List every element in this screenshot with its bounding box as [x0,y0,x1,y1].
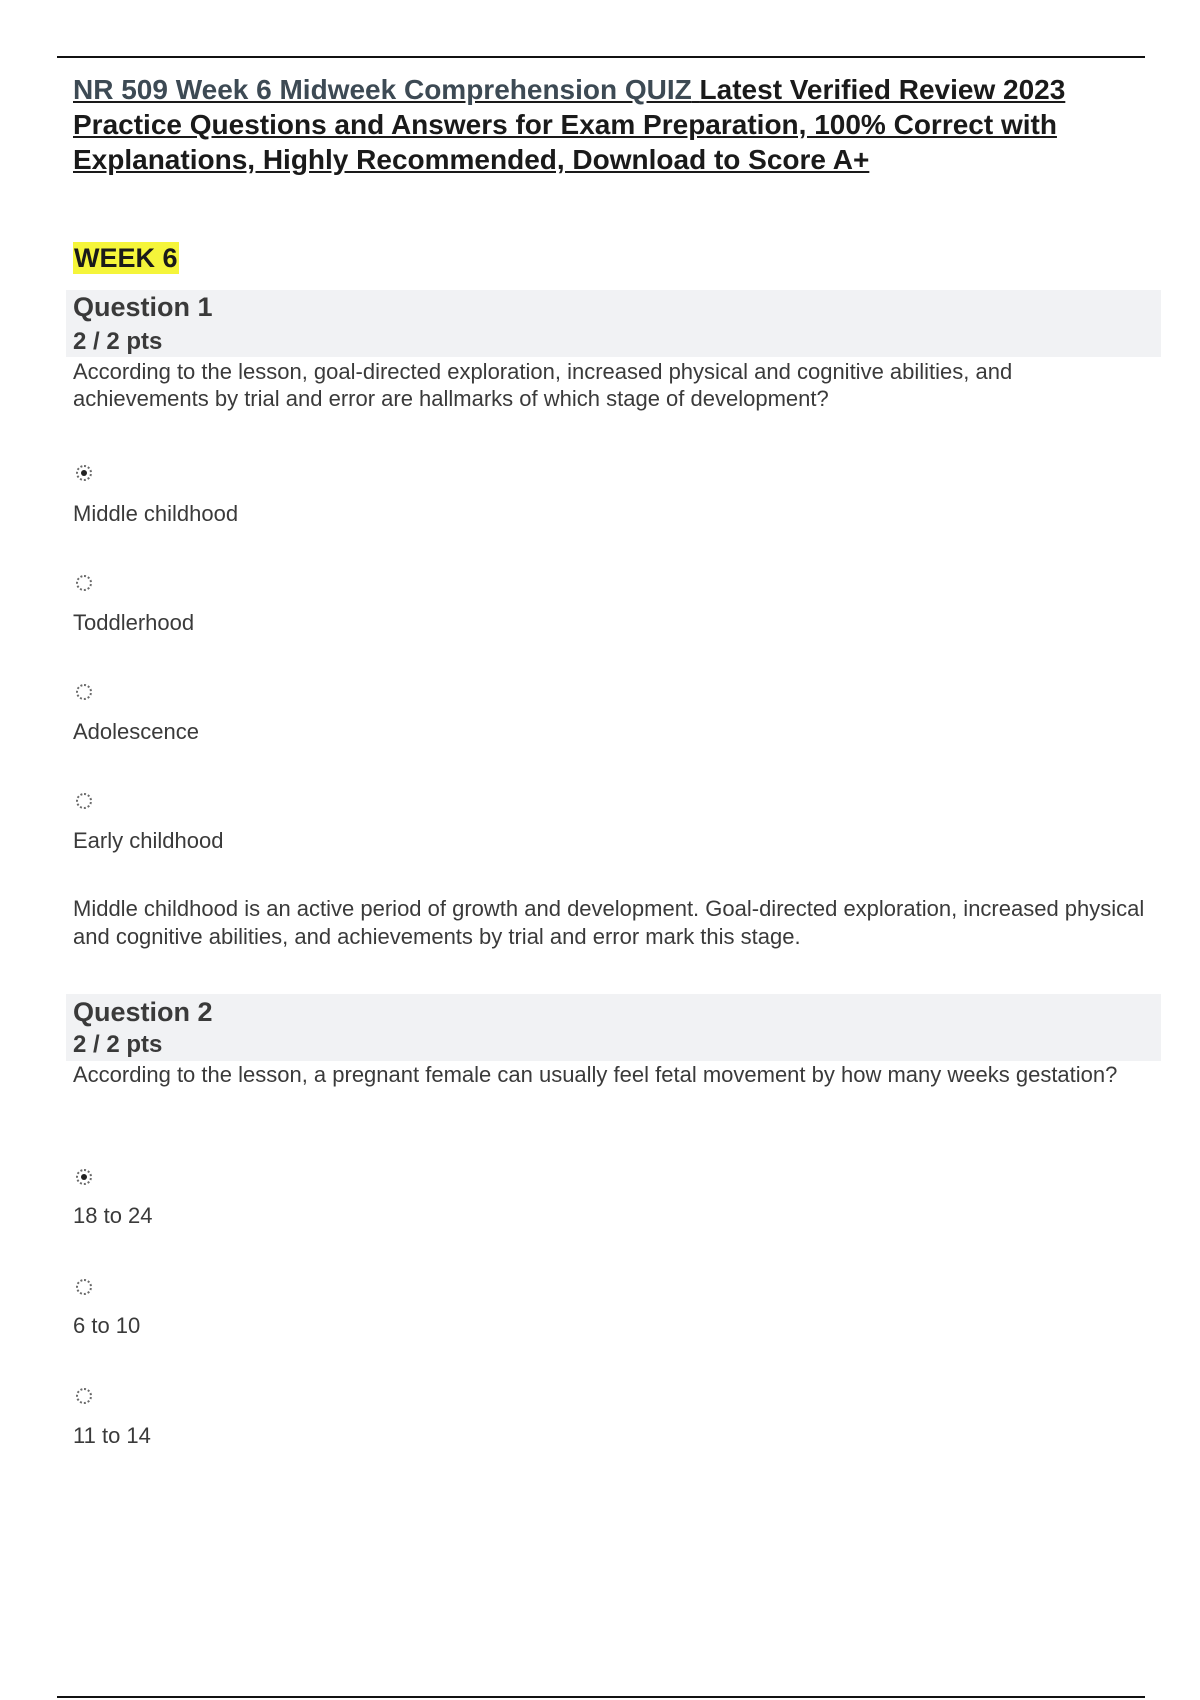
top-divider [57,56,1145,58]
question-1-option-4-radio[interactable] [76,793,92,809]
question-1-text: According to the lesson, goal-directed exploration, increased physical and cognitive abilities, and achievements by trial and error are hallmarks of which stage of development? [73,359,1013,411]
question-1-option-2-label[interactable]: Toddlerhood [73,610,195,635]
title-course-name: NR 509 Week 6 Midweek Comprehension QUIZ [73,74,692,105]
question-1-points: 2 / 2 pts [73,328,163,355]
question-1-option-1-label[interactable]: Middle childhood [73,501,239,526]
question-1-option-1-radio[interactable] [76,465,92,481]
question-2-option-1-label[interactable]: 18 to 24 [73,1203,153,1228]
question-2-option-3-radio[interactable] [76,1388,92,1404]
question-2-option-2-radio[interactable] [76,1279,92,1295]
question-1-option-4-label[interactable]: Early childhood [73,828,224,853]
question-1-option-3-radio[interactable] [76,684,92,700]
question-2-title: Question 2 [73,997,213,1027]
title-description: Latest Verified Review 2023 Practice Questions and Answers for Exam Preparation, 100% Correct with Explanations, Highly Recommended, Download to Score A+ [73,74,1066,175]
question-2-option-3-label[interactable]: 11 to 14 [73,1423,151,1448]
question-1-header [66,290,1161,357]
question-2-header [66,994,1161,1061]
question-2-text: According to the lesson, a pregnant female can usually feel fetal movement by how many weeks gestation? [73,1062,1118,1087]
week-badge: WEEK 6 [74,243,178,273]
question-1-title: Question 1 [73,292,213,322]
question-1-explanation: Middle childhood is an active period of growth and development. Goal-directed exploration, increased physical and cognitive abilities, and achievements by trial and error mark this stage. [73,896,1145,949]
question-2-points: 2 / 2 pts [73,1031,163,1058]
question-2-option-2-label[interactable]: 6 to 10 [73,1313,141,1338]
bottom-divider [57,1696,1145,1698]
question-1-option-3-label[interactable]: Adolescence [73,719,199,744]
question-1-option-2-radio[interactable] [76,575,92,591]
question-2-option-1-radio[interactable] [76,1169,92,1185]
document-title [73,72,1163,177]
